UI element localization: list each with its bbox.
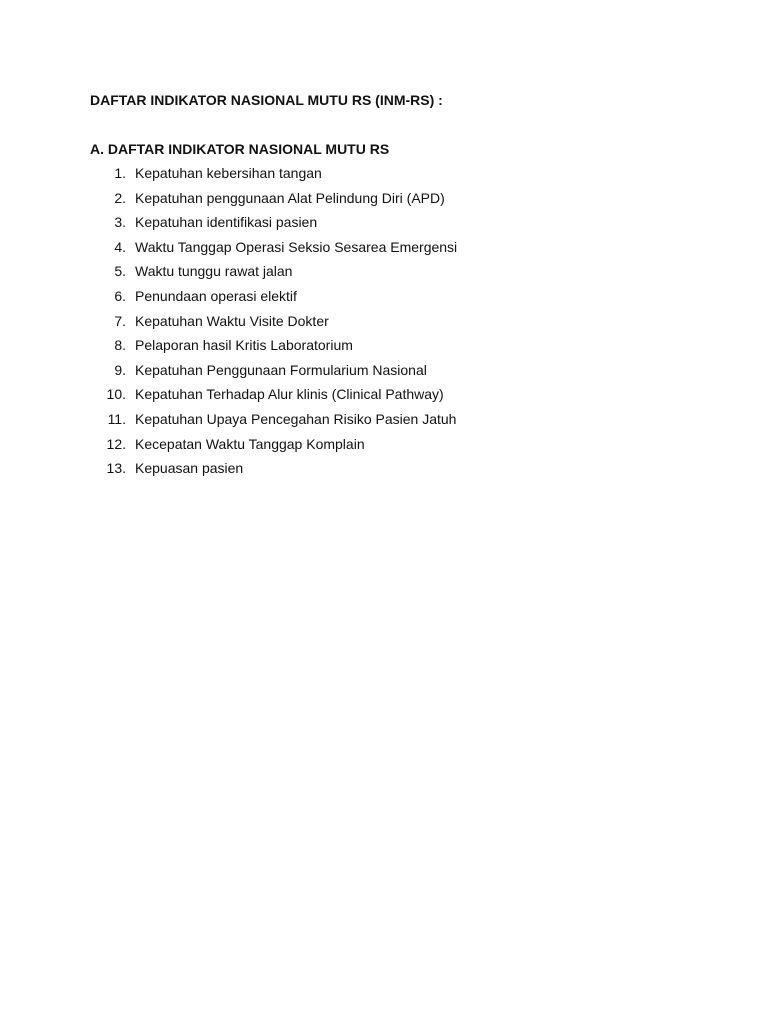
item-number: 3.	[114, 214, 126, 231]
item-number: 6.	[114, 287, 126, 304]
item-text: Kepatuhan identifikasi pasien	[135, 214, 318, 231]
document-title: DAFTAR INDIKATOR NASIONAL MUTU RS (INM-RS) :	[90, 92, 443, 108]
item-number: 9.	[114, 361, 126, 378]
item-text: Kepatuhan Upaya Pencegahan Risiko Pasien Jatuh	[135, 410, 457, 427]
item-number: 11.	[107, 410, 126, 427]
item-number: 1.	[114, 165, 126, 181]
item-text: Penundaan operasi elektif	[135, 287, 297, 304]
item-number: 12.	[106, 435, 126, 452]
item-number: 4.	[114, 238, 126, 255]
item-text: Kepatuhan kebersihan tangan	[135, 165, 322, 181]
item-number: 13.	[106, 460, 126, 477]
item-text: Waktu tunggu rawat jalan	[135, 263, 293, 280]
item-number: 10.	[106, 386, 126, 403]
item-text: Kepuasan pasien	[135, 460, 244, 477]
item-text: Waktu Tanggap Operasi Seksio Sesarea Emergensi	[135, 238, 458, 255]
item-text: Pelaporan hasil Kritis Laboratorium	[135, 337, 353, 354]
item-text: Kepatuhan penggunaan Alat Pelindung Diri (APD)	[135, 189, 445, 206]
item-number: 8.	[114, 337, 126, 354]
item-text: Kepatuhan Penggunaan Formularium Nasional	[135, 361, 427, 378]
item-text: Kepatuhan Terhadap Alur klinis (Clinical Pathway)	[135, 386, 444, 403]
item-text: Kecepatan Waktu Tanggap Komplain	[135, 435, 365, 452]
item-number: 5.	[114, 263, 126, 280]
section-heading: A. DAFTAR INDIKATOR NASIONAL MUTU RS	[90, 141, 390, 157]
item-text: Kepatuhan Waktu Visite Dokter	[135, 312, 329, 329]
item-number: 2.	[114, 189, 126, 206]
item-number: 7.	[114, 312, 126, 329]
